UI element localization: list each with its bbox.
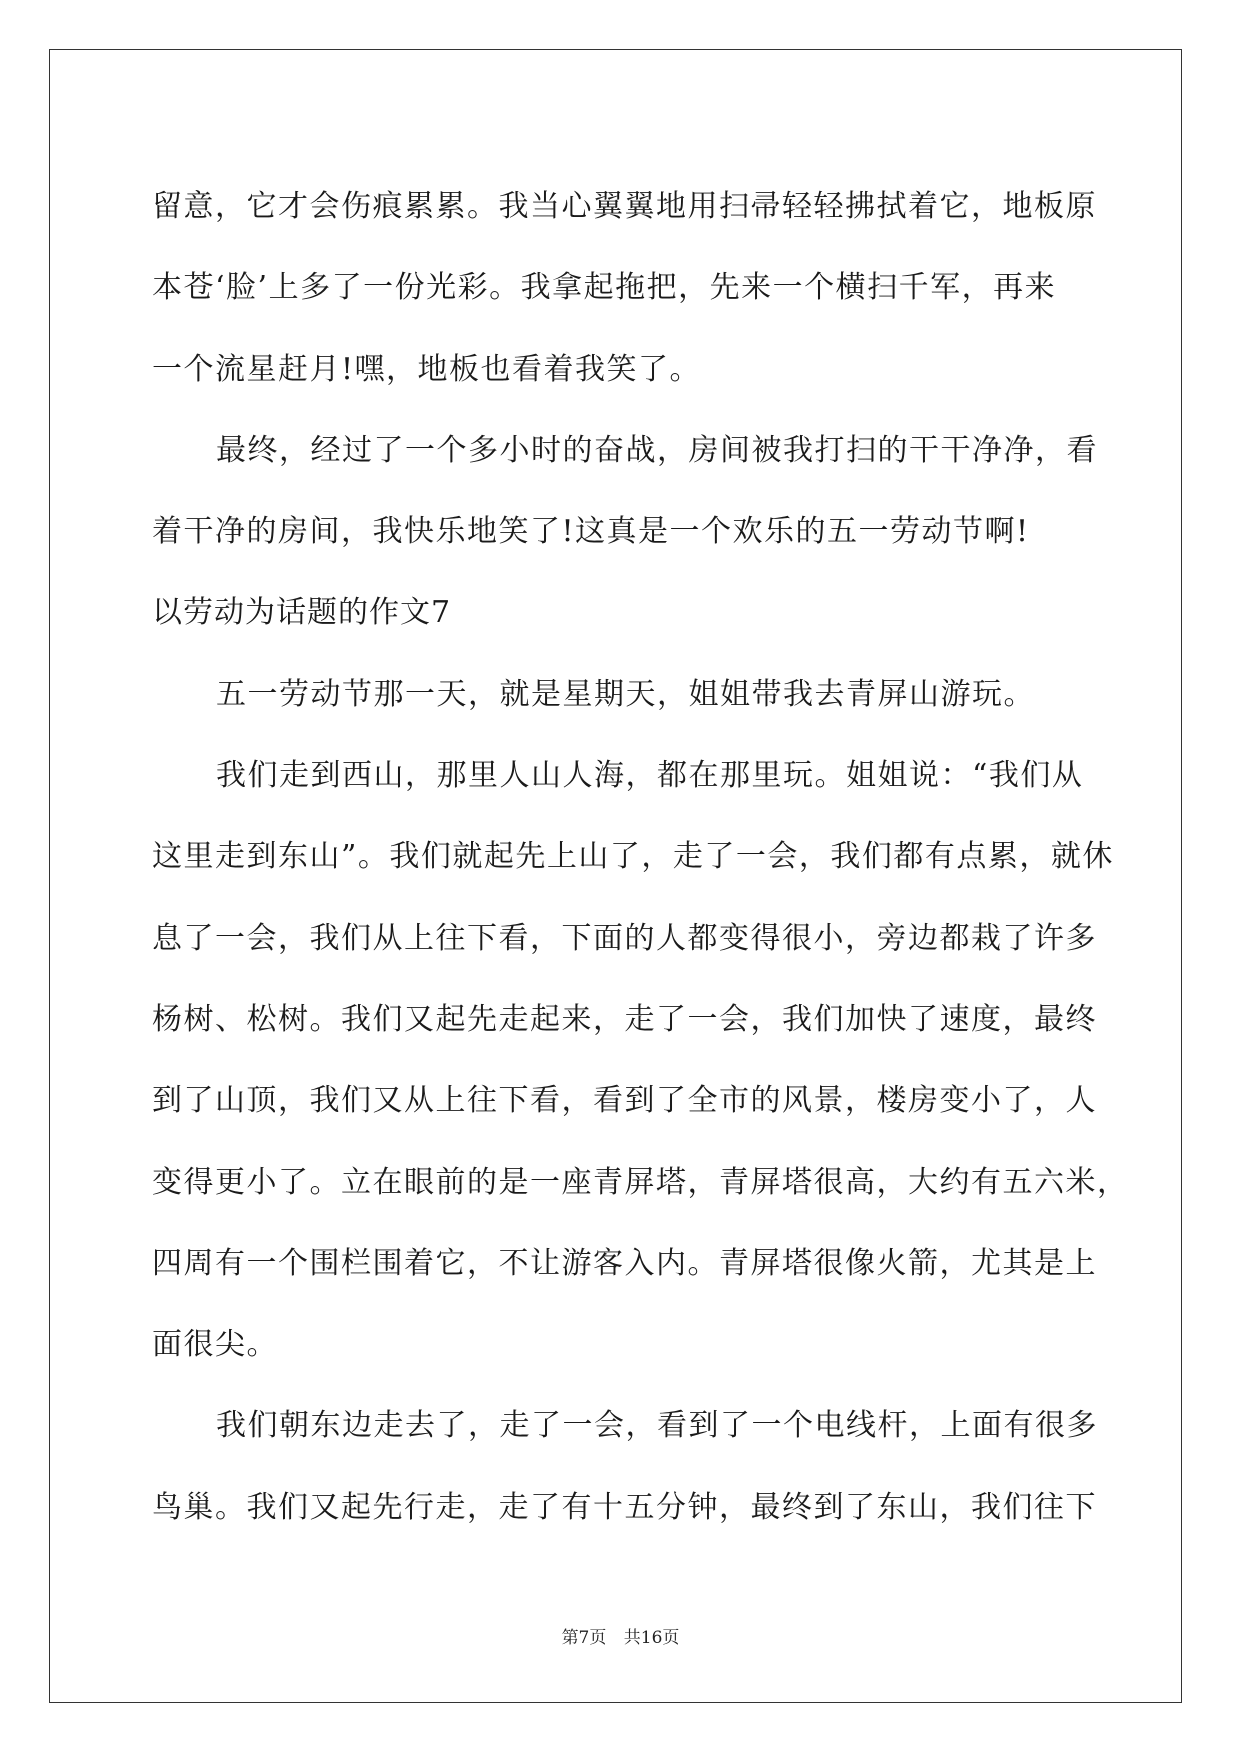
paragraph — [152, 735, 1129, 1385]
text-line: 息了一会，我们从上往下看，下面的人都变得很小，旁边都栽了许多 — [152, 920, 1097, 956]
text-line: 一个流星赶月!嘿，地板也看着我笑了。 — [152, 351, 702, 387]
paragraph — [152, 1385, 1102, 1548]
page-number: 第7页 — [561, 1628, 607, 1648]
document-body — [152, 166, 1129, 1548]
text-line: 我们朝东边走去了，走了一会，看到了一个电线杆，上面有很多 — [216, 1408, 1098, 1444]
text-line: 变得更小了。立在眼前的是一座青屏塔，青屏塔很高，大约有五六米， — [152, 1164, 1129, 1200]
text-line: 杨树、松树。我们又起先走起来，走了一会，我们加快了速度，最终 — [152, 1001, 1097, 1037]
text-line: 四周有一个围栏围着它，不让游客入内。青屏塔很像火箭，尤其是上 — [152, 1245, 1097, 1281]
text-line: 面很尖。 — [152, 1327, 278, 1363]
text-line: 鸟巢。我们又起先行走，走了有十五分钟，最终到了东山，我们往下 — [152, 1489, 1097, 1525]
text-line: 着干净的房间，我快乐地笑了!这真是一个欢乐的五一劳动节啊! — [152, 514, 1030, 550]
text-line: 本苍‘脸’上多了一份光彩。我拿起拖把，先来一个横扫千军，再来 — [152, 270, 1057, 306]
paragraph — [152, 166, 1102, 410]
paragraph — [152, 410, 1102, 573]
text-line: 我们走到西山，那里人山人海，都在那里玩。姐姐说：“我们从 — [216, 758, 1084, 794]
text-line: 五一劳动节那一天，就是星期天，姐姐带我去青屏山游玩。 — [216, 676, 1035, 712]
section-heading — [152, 572, 1102, 653]
text-line: 最终，经过了一个多小时的奋战，房间被我打扫的干干净净，看 — [216, 432, 1098, 468]
text-line: 留意，它才会伤痕累累。我当心翼翼地用扫帚轻轻拂拭着它，地板原 — [152, 189, 1097, 224]
text-line: 这里走到东山”。我们就起先上山了，走了一会，我们都有点累，就休 — [152, 839, 1114, 875]
text-line: 到了山顶，我们又从上往下看，看到了全市的风景，楼房变小了，人 — [152, 1083, 1097, 1119]
page-footer — [0, 1623, 1241, 1648]
paragraph — [152, 654, 1102, 735]
page-total: 共16页 — [623, 1628, 680, 1648]
heading-text: 以劳动为话题的作文7 — [152, 595, 452, 631]
